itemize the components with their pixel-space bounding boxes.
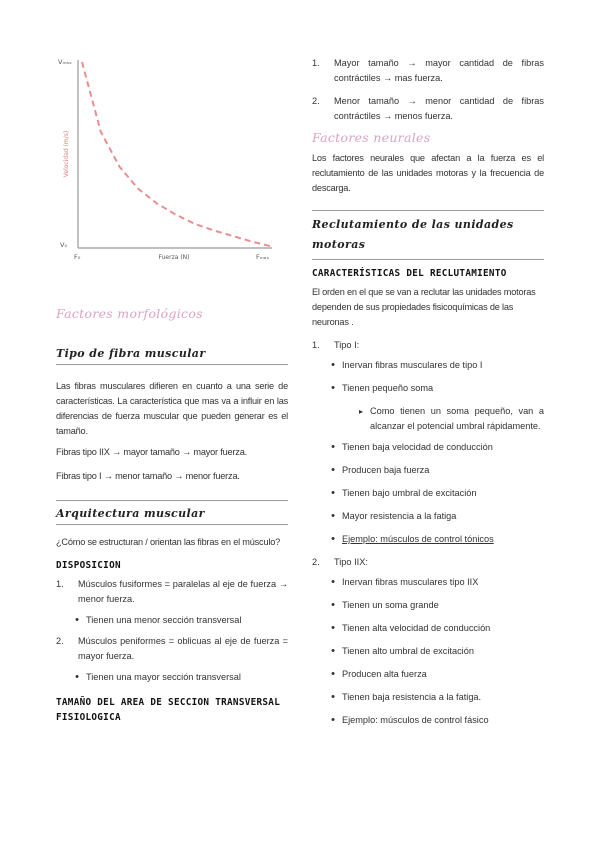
right-column [312, 56, 544, 736]
bullet-icon: • [331, 576, 335, 588]
list-item: 2. Menor tamaño → menor cantidad de fibras contráctiles → menos fuerza. [312, 96, 544, 121]
bullet-icon: • [331, 599, 335, 611]
list-item: • Tienen baja velocidad de conducción [312, 440, 544, 455]
bullet-icon: • [331, 533, 335, 545]
paragraph-fibras: Las fibras musculares difieren en cuanto a una serie de características. La característica que mas va a influir en las diferencias de fuerza muscular que pueden generar es el tamaño. [56, 381, 288, 436]
list-item: • Inervan fibras musculares tipo IIX [312, 575, 544, 590]
list-item: • Ejemplo: músculos de control tónicos [312, 532, 544, 547]
bullet-icon: • [331, 622, 335, 634]
left-column [56, 52, 288, 725]
section-heading-factores-morfologicos: Factores morfológicos [56, 306, 203, 321]
bullet-icon: • [331, 382, 335, 394]
paragraph-orden: El orden en el que se van a reclutar las unidades motoras dependen de sus propiedades fisicoquímicas de las neuronas . [312, 287, 536, 327]
list-item: • Tienen un soma grande [312, 598, 544, 613]
list-item: • Tienen pequeño soma [312, 381, 544, 396]
heading-reclutamiento: Reclutamiento de las unidades motoras [312, 218, 514, 251]
list-item: • Ejemplo: músculos de control fásico [312, 713, 544, 728]
force-velocity-chart [56, 52, 288, 268]
tamano-list [312, 56, 544, 124]
heading-caracteristicas: CARACTERÍSTICAS DEL RECLUTAMIENTO [312, 268, 507, 279]
bullet-icon: • [331, 487, 335, 499]
y-axis-label: Velocidad (m/s) [63, 130, 70, 178]
heading-tipo-fibra: Tipo de fibra muscular [56, 347, 206, 360]
x-axis-label: Fuerza (N) [158, 254, 190, 261]
bullet-icon: • [75, 614, 79, 626]
list-item: • Tienen baja resistencia a la fatiga. [312, 690, 544, 705]
triangle-bullet-icon: ▸ [358, 407, 363, 416]
list-item: 1. Músculos fusiformes = paralelas al eje de fuerza → menor fuerza. [56, 579, 288, 604]
list-item: • Mayor resistencia a la fatiga [312, 509, 544, 524]
line-fibras-i: Fibras tipo I → menor tamaño → menor fuerza. [56, 471, 240, 481]
bullet-icon: • [331, 359, 335, 371]
list-item: • Inervan fibras musculares de tipo I [312, 358, 544, 373]
tipo-1-items [312, 358, 544, 396]
list-item: • Tienen una menor sección transversal [56, 613, 288, 628]
bullet-icon: • [331, 441, 335, 453]
list-item: • Tienen bajo umbral de excitación [312, 486, 544, 501]
heading-arquitectura: Arquitectura muscular [56, 507, 205, 520]
bullet-icon: • [331, 668, 335, 680]
list-item: • Producen baja fuerza [312, 463, 544, 478]
list-item: • Tienen alta velocidad de conducción [312, 621, 544, 636]
x-end-tick-label: Fₘₐₓ [256, 253, 270, 261]
list-item: 2. Músculos peniformes = oblicuas al eje de fuerza = mayor fuerza. [56, 636, 288, 661]
bullet-icon: • [331, 464, 335, 476]
list-item: 1. Mayor tamaño → mayor cantidad de fibras contráctiles → mas fuerza. [312, 58, 544, 83]
disposicion-list [56, 577, 288, 685]
list-item: ▸ Como tienen un soma pequeño, van a alcanzar el potencial umbral rápidamente. [312, 404, 544, 434]
bullet-icon: • [331, 714, 335, 726]
y-top-tick-label: Vₘₐₓ [58, 58, 72, 66]
x-start-tick-label: F₀ [74, 253, 81, 261]
bullet-icon: • [331, 510, 335, 522]
list-item: • Producen alta fuerza [312, 667, 544, 682]
bullet-icon: • [331, 691, 335, 703]
tipo-1-items [312, 440, 544, 524]
list-item-tipo-1: 1. Tipo I: [312, 340, 360, 350]
y-bottom-tick-label: V₀ [60, 241, 68, 249]
line-fibras-iix: Fibras tipo IIX → mayor tamaño → mayor fuerza. [56, 447, 247, 457]
heading-disposicion: DISPOSICION [56, 560, 121, 571]
list-item: • Tienen una mayor sección transversal [56, 670, 288, 685]
bullet-icon: • [75, 671, 79, 683]
paragraph-neurales: Los factores neurales que afectan a la fuerza es el reclutamiento de las unidades motoras y la frecuencia de descarga. [312, 153, 544, 193]
section-heading-factores-neurales: Factores neurales [312, 130, 431, 145]
list-item-tipo-2: 2. Tipo IIX: [312, 557, 368, 567]
heading-tamano-area: TAMAÑO DEL AREA DE SECCION TRANSVERSAL FISIOLOGICA [56, 697, 281, 723]
paragraph-arquitectura: ¿Cómo se estructuran / orientan las fibras en el músculo? [56, 537, 281, 547]
tipo-2-items [312, 575, 544, 728]
bullet-icon: • [331, 645, 335, 657]
list-item: • Tienen alto umbral de excitación [312, 644, 544, 659]
